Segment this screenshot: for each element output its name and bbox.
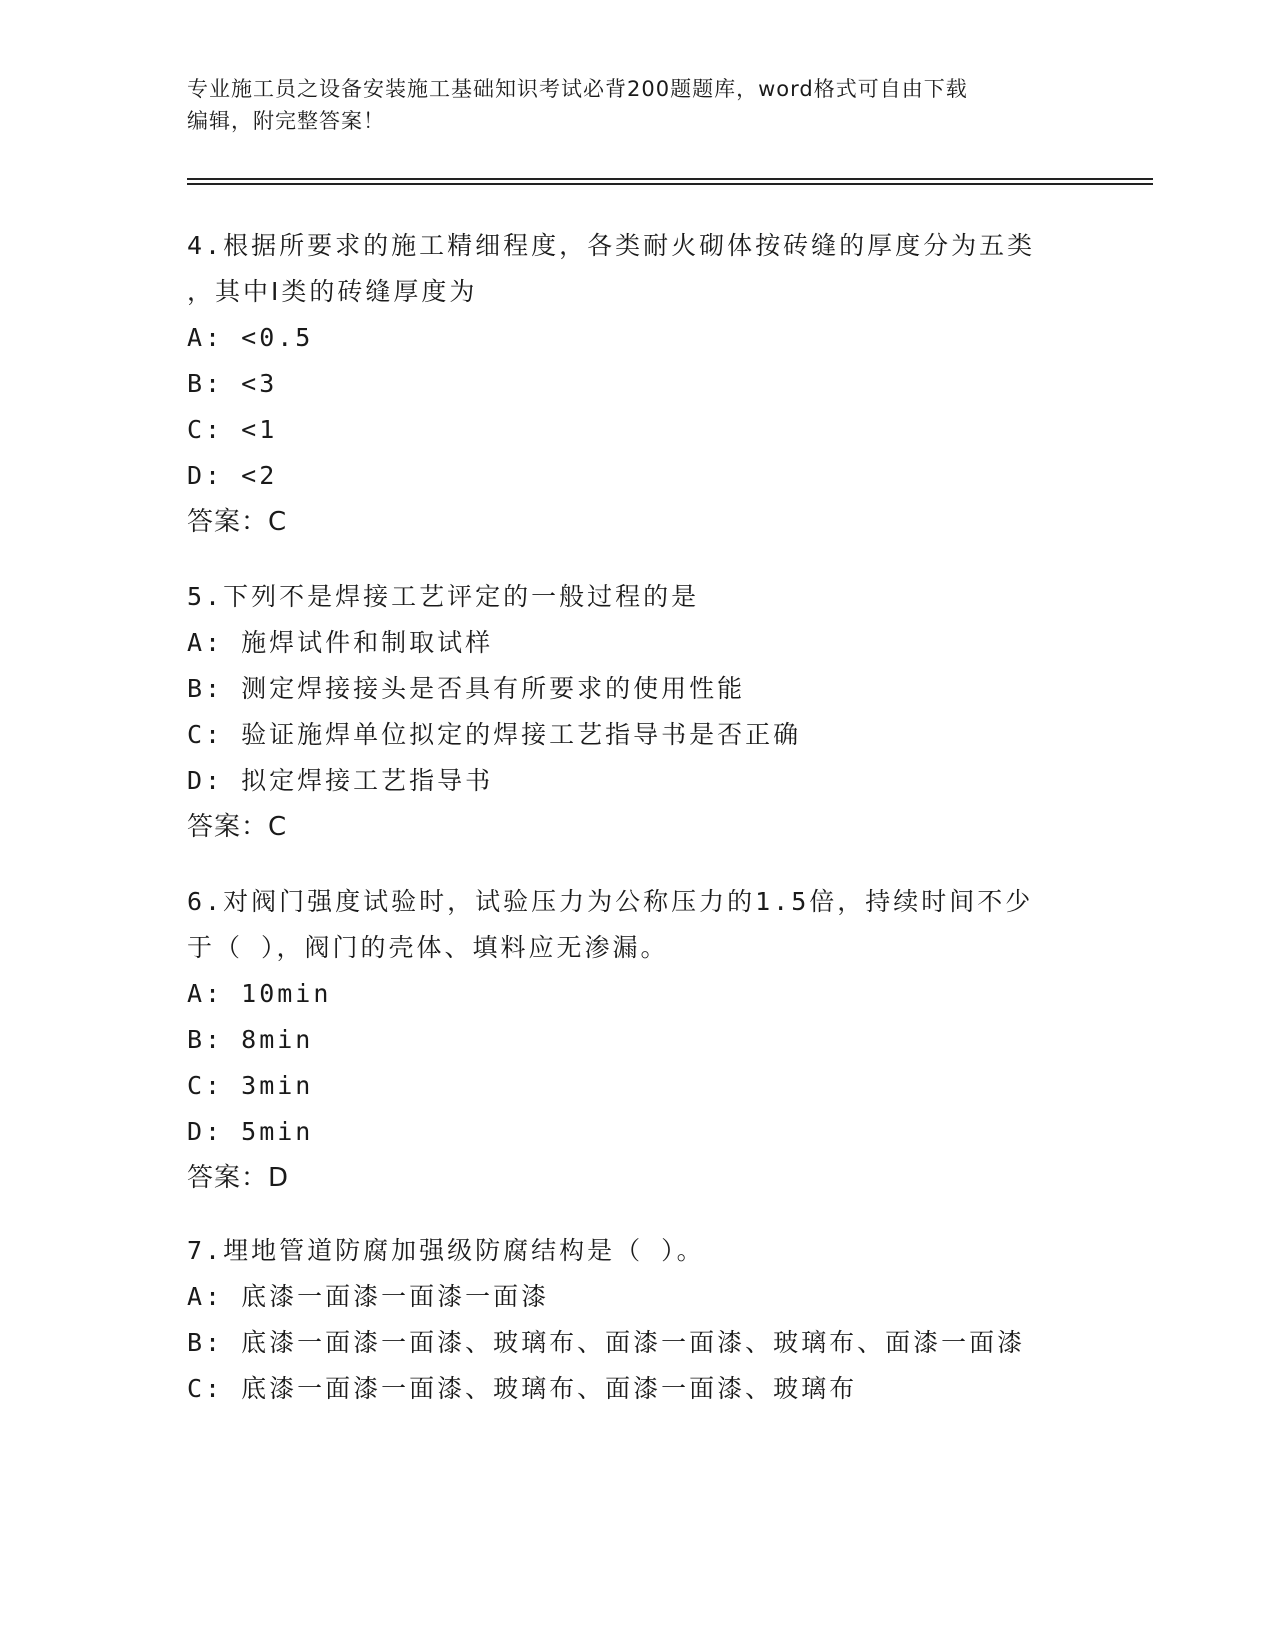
- option-b: B: 测定焊接接头是否具有所要求的使用性能: [187, 674, 746, 703]
- question-stem: 6.对阀门强度试验时，试验压力为公称压力的1.5倍，持续时间不少: [187, 887, 1034, 916]
- answer: 答案：C: [187, 812, 288, 842]
- question-stem: 5.下列不是焊接工艺评定的一般过程的是: [187, 582, 700, 611]
- option-c: C: 底漆一面漆一面漆、玻璃布、面漆一面漆、玻璃布: [187, 1374, 858, 1403]
- header-line-2: 编辑，附完整答案！: [187, 109, 385, 133]
- question-stem: 7.埋地管道防腐加强级防腐结构是（ ）。: [187, 1236, 705, 1265]
- question-stem-continued: ，其中Ⅰ类的砖缝厚度为: [187, 277, 478, 306]
- answer: 答案：D: [187, 1163, 290, 1193]
- option-c: C: 验证施焊单位拟定的焊接工艺指导书是否正确: [187, 720, 802, 749]
- option-a: A: 施焊试件和制取试样: [187, 628, 494, 657]
- option-b: B: 8min: [187, 1025, 314, 1054]
- option-a: A: <0.5: [187, 323, 314, 352]
- question-6: [187, 879, 1087, 1201]
- question-stem-continued: 于（ ），阀门的壳体、填料应无渗漏。: [187, 933, 669, 962]
- header-line-1: 专业施工员之设备安装施工基础知识考试必背200题题库，word格式可自由下载: [187, 77, 968, 101]
- option-b: B: 底漆一面漆一面漆、玻璃布、面漆一面漆、玻璃布、面漆一面漆: [187, 1328, 1026, 1357]
- option-c: C: <1: [187, 415, 278, 444]
- option-d: D: <2: [187, 461, 278, 490]
- header-rule-bottom: [187, 183, 1153, 185]
- option-a: A: 10min: [187, 979, 332, 1008]
- question-stem: 4.根据所要求的施工精细程度，各类耐火砌体按砖缝的厚度分为五类: [187, 231, 1036, 260]
- option-b: B: <3: [187, 369, 278, 398]
- answer: 答案：C: [187, 507, 288, 537]
- option-a: A: 底漆一面漆一面漆一面漆: [187, 1282, 550, 1311]
- question-5: [187, 574, 1087, 850]
- question-4: [187, 223, 1087, 545]
- option-c: C: 3min: [187, 1071, 314, 1100]
- option-d: D: 拟定焊接工艺指导书: [187, 766, 494, 795]
- question-7: [187, 1228, 1087, 1412]
- header-rule-top: [187, 178, 1153, 180]
- option-d: D: 5min: [187, 1117, 314, 1146]
- document-header: [187, 73, 1087, 137]
